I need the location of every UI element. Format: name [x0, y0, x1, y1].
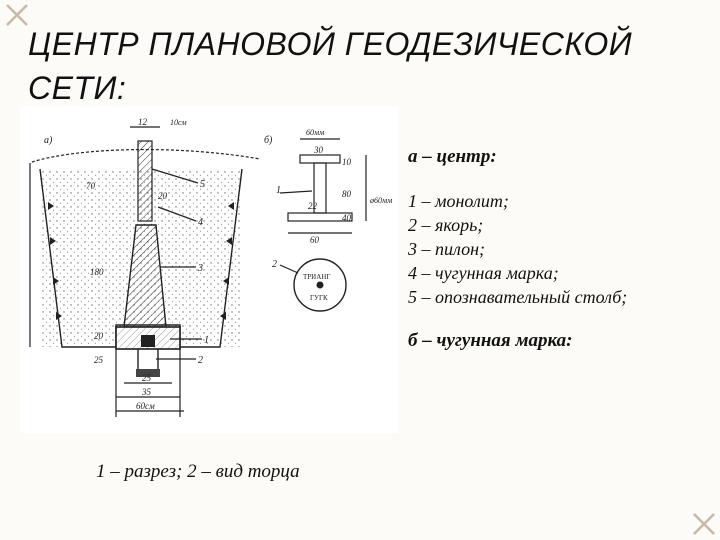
dim-25b: 25	[142, 373, 151, 383]
marker-text-top: ТРИАНГ	[303, 273, 331, 281]
legend-item-identification-post: 5 – опознавательный столб;	[408, 287, 628, 307]
dim-10: 10	[342, 157, 351, 167]
legend-center-heading: а – центр:	[408, 146, 497, 167]
panel-a-label: а)	[44, 135, 53, 146]
legend-mark-heading: б – чугунная марка:	[408, 330, 573, 351]
dim-40: 40	[342, 213, 351, 223]
mark-callout-2: 2	[272, 259, 277, 270]
dim-10cm: 10см	[170, 118, 187, 127]
callout-3: 3	[198, 263, 203, 274]
legend-item-anchor: 2 – якорь;	[408, 215, 484, 235]
dim-20: 20	[158, 191, 167, 201]
legend-item-pylon: 3 – пилон;	[408, 239, 485, 259]
cast-iron-mark-view	[280, 139, 366, 311]
figure-caption: 1 – разрез; 2 – вид торца	[96, 461, 300, 482]
callout-1: 1	[204, 335, 209, 346]
callout-2: 2	[198, 355, 203, 366]
dim-80: 80	[342, 189, 351, 199]
dim-30: 30	[314, 145, 323, 155]
marker-text-bottom: ГУГК	[310, 294, 328, 302]
dim-60mm: 60мм	[306, 128, 325, 137]
dim-20b: 20	[94, 331, 103, 341]
corner-ornament-top-left	[6, 4, 28, 26]
callout-5: 5	[200, 179, 205, 190]
dim-60cm: 60см	[136, 401, 155, 411]
callout-4: 4	[198, 217, 203, 228]
geodetic-center-drawing	[20, 107, 398, 433]
dim-60: 60	[310, 235, 319, 245]
dim-25: 25	[94, 355, 103, 365]
dim-12: 12	[138, 117, 147, 127]
corner-ornament-bottom-right	[693, 513, 715, 535]
dim-180: 180	[90, 267, 104, 277]
dim-35: 35	[142, 387, 151, 397]
mark-callout-1: 1	[276, 185, 281, 196]
dim-22: 22	[308, 201, 317, 211]
slide-title: ЦЕНТР ПЛАНОВОЙ ГЕОДЕЗИЧЕСКОЙ СЕТИ:	[28, 26, 633, 106]
legend-item-cast-iron-mark: 4 – чугунная марка;	[408, 263, 559, 283]
legend-item-monolith: 1 – монолит;	[408, 191, 509, 211]
dim-60mm-side: ø60мм	[370, 196, 393, 205]
dim-70: 70	[86, 181, 95, 191]
legend	[408, 146, 708, 352]
panel-b-label: б)	[264, 135, 273, 146]
